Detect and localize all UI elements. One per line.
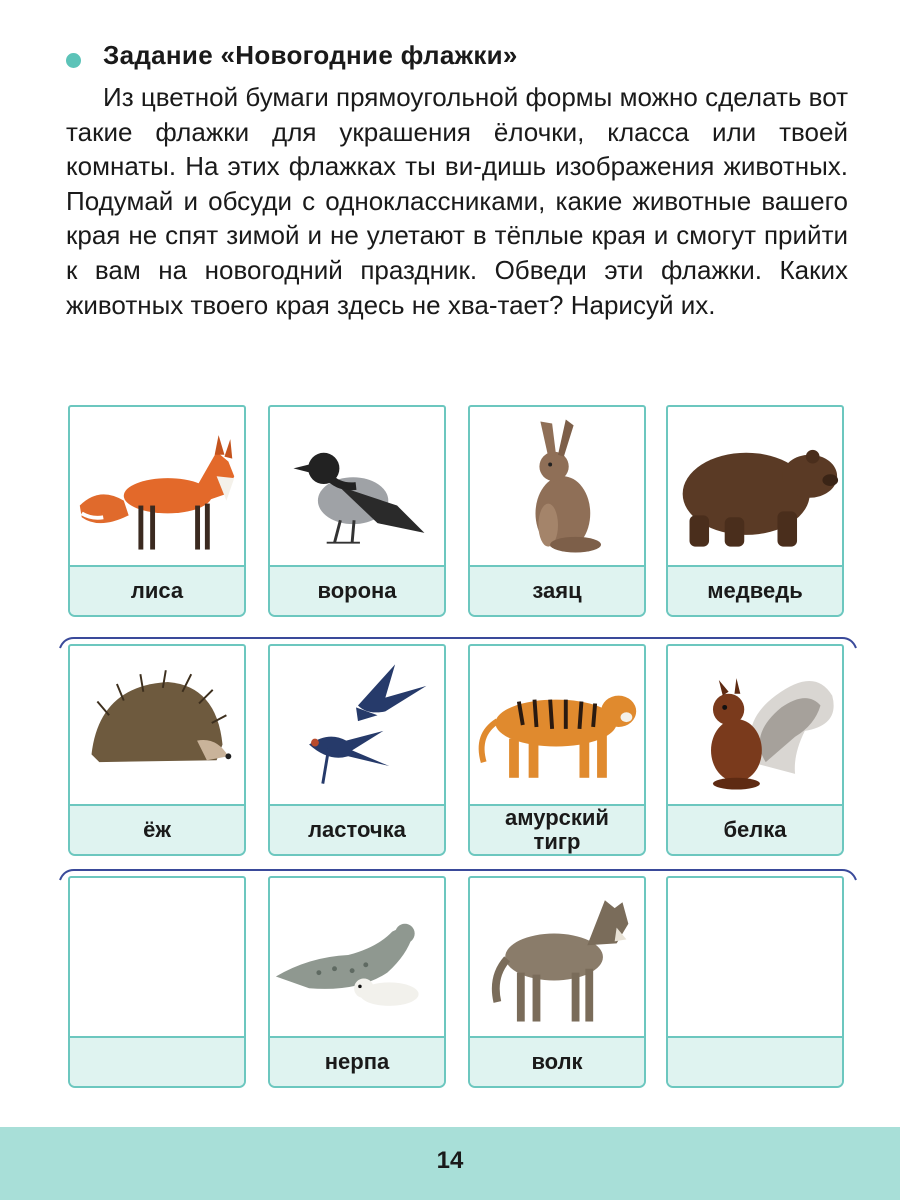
flag-wolf[interactable]	[468, 876, 646, 1088]
flag-label: волк	[470, 1036, 644, 1086]
flag-bear[interactable]	[666, 405, 844, 617]
flag-label: ласточка	[270, 804, 444, 854]
page-number: 14	[436, 1147, 464, 1174]
fox-icon	[70, 407, 244, 565]
flag-crow[interactable]	[268, 405, 446, 617]
flag-hedgehog[interactable]	[68, 644, 246, 856]
blank-drawing-area[interactable]	[668, 878, 842, 1036]
page-footer	[0, 1127, 900, 1200]
flag-label: амурский тигр	[470, 804, 644, 854]
blank-drawing-area[interactable]	[70, 878, 244, 1036]
flag-seals[interactable]	[268, 876, 446, 1088]
swallows-icon	[270, 646, 444, 804]
bullet-dot	[66, 53, 81, 68]
flag-blank-2[interactable]	[666, 876, 844, 1088]
flag-label: заяц	[470, 565, 644, 615]
crow-icon	[270, 407, 444, 565]
flag-label	[70, 1036, 244, 1086]
hare-icon	[470, 407, 644, 565]
seals-icon	[270, 878, 444, 1036]
task-text: Из цветной бумаги прямоугольной формы можно сделать вот такие флажки для украшения ёлочки, класса или твоей комнаты. На этих флажках ты ви-дишь изображения животных. Подумай и обсуди с одноклассниками, какие животные вашего края не спят зимой и не улетают в тёплые края и смогут прийти к вам на новогодний праздник. Обведи эти флажки. Каких животных твоего края здесь не хва-тает? Нарисуй их.	[66, 82, 848, 320]
flag-label: ёж	[70, 804, 244, 854]
flag-label: белка	[668, 804, 842, 854]
squirrel-icon	[668, 646, 842, 804]
flag-tiger[interactable]	[468, 644, 646, 856]
flag-label: нерпа	[270, 1036, 444, 1086]
task-title: Задание «Новогодние флажки»	[103, 40, 518, 70]
flag-label: лиса	[70, 565, 244, 615]
flag-label: ворона	[270, 565, 444, 615]
tiger-icon	[470, 646, 644, 804]
flag-swallows[interactable]	[268, 644, 446, 856]
bear-icon	[668, 407, 842, 565]
flag-squirrel[interactable]	[666, 644, 844, 856]
flag-fox[interactable]	[68, 405, 246, 617]
hedgehog-icon	[70, 646, 244, 804]
flag-label	[668, 1036, 842, 1086]
wolf-icon	[470, 878, 644, 1036]
flag-label: медведь	[668, 565, 842, 615]
flag-blank-1[interactable]	[68, 876, 246, 1088]
flag-hare[interactable]	[468, 405, 646, 617]
